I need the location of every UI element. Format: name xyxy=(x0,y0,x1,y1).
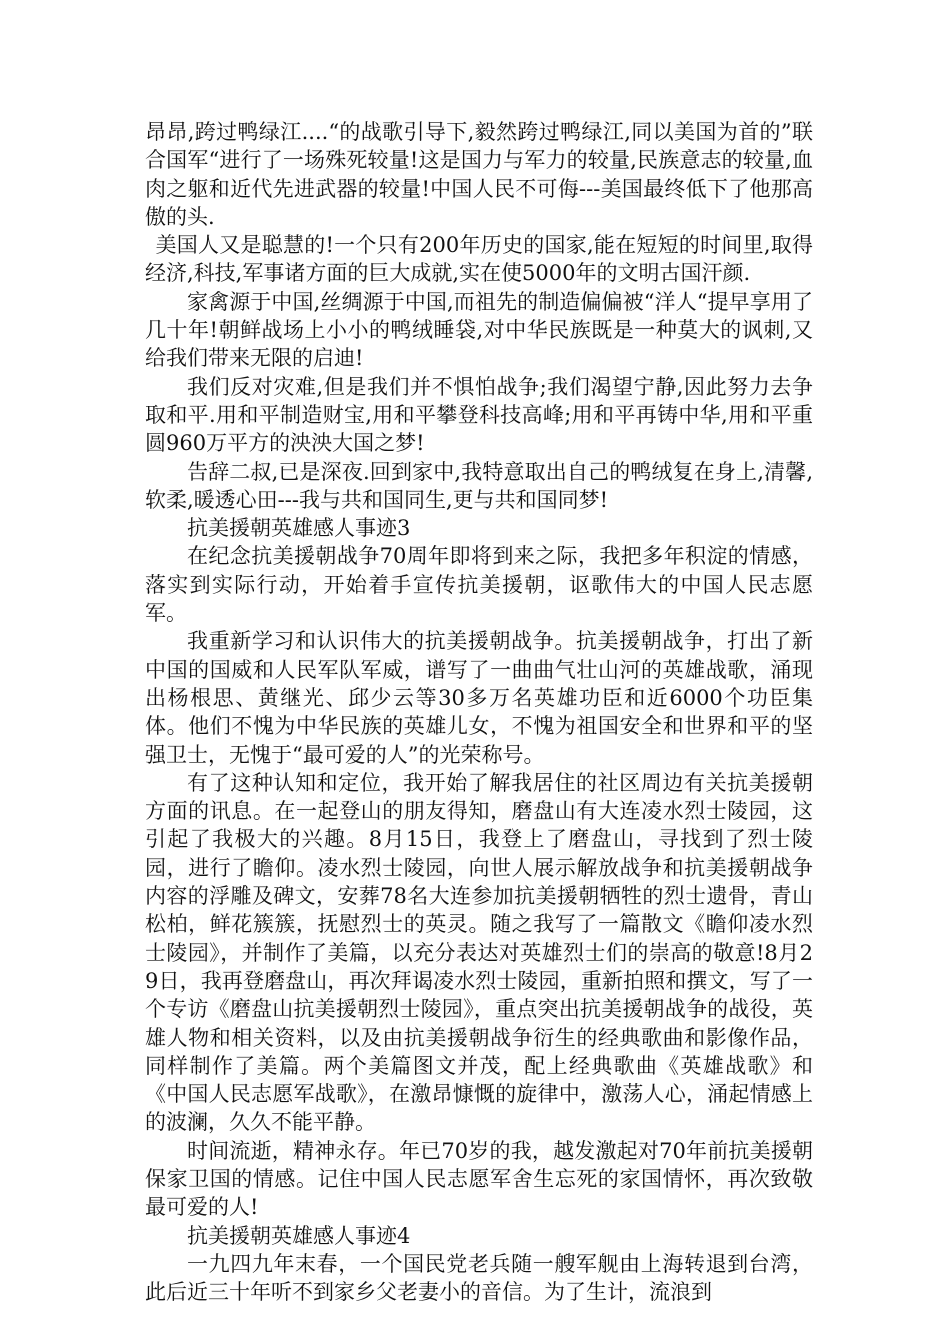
paragraph-1: 昂昂,跨过鸭绿江....“的战歌引导下,毅然跨过鸭绿江,同以美国为首的”联合国军“进行了一场殊死较量!这是国力与军力的较量,民族意志的较量,血肉之躯和近代先进武器的较量!中国人民不可侮---美国最终低下了他那高傲的头. xyxy=(145,120,813,229)
paragraph-2: 美国人又是聪慧的!一个只有200年历史的国家,能在短短的时间里,取得经济,科技,军事诸方面的巨大成就,实在使5000年的文明古国汗颜. xyxy=(145,233,813,286)
paragraph-6: 在纪念抗美援朝战争70周年即将到来之际，我把多年积淀的情感，落实到实际行动，开始着手宣传抗美援朝，讴歌伟大的中国人民志愿军。 xyxy=(145,544,813,626)
section-heading-4: 抗美援朝英雄感人事迹4 xyxy=(187,1223,411,1248)
paragraph-3: 家禽源于中国,丝绸源于中国,而祖先的制造偏偏被“洋人“提早享用了几十年!朝鲜战场上小小的鸭绒睡袋,对中华民族既是一种莫大的讽刺,又给我们带来无限的启迪! xyxy=(145,289,813,371)
paragraph-8: 有了这种认知和定位，我开始了解我居住的社区周边有关抗美援朝方面的讯息。在一起登山的朋友得知，磨盘山有大连凌水烈士陵园，这引起了我极大的兴趣。8月15日，我登上了磨盘山，寻找到了烈士陵园，进行了瞻仰。凌水烈士陵园，向世人展示解放战争和抗美援朝战争内容的浮雕及碑文，安葬78名大连参加抗美援朝牺牲的烈士遗骨，青山松柏，鲜花簇簇，抚慰烈士的英灵。随之我写了一篇散文《瞻仰凌水烈士陵园》，并制作了美篇，以充分表达对英雄烈士们的崇高的敬意!8月29日，我再登磨盘山，再次拜谒凌水烈士陵园，重新拍照和撰文，写了一个专访《磨盘山抗美援朝烈士陵园》，重点突出抗美援朝战争的战役，英雄人物和相关资料，以及由抗美援朝战争衍生的经典歌曲和影像作品，同样制作了美篇。两个美篇图文并茂，配上经典歌曲《英雄战歌》和《中国人民志愿军战歌》，在激昂慷慨的旋律中，激荡人心，涌起情感上的波澜，久久不能平静。 xyxy=(145,770,813,1135)
paragraph-5: 告辞二叔,已是深夜.回到家中,我特意取出自己的鸭绒复在身上,清馨,软柔,暖透心田---我与共和国同生,更与共和国同梦! xyxy=(145,459,813,512)
paragraph-10: 一九四九年末春，一个国民党老兵随一艘军舰由上海转退到台湾，此后近三十年听不到家乡父老妻小的音信。为了生计，流浪到 xyxy=(145,1251,813,1305)
paragraph-9: 时间流逝，精神永存。年已70岁的我，越发激起对70年前抗美援朝保家卫国的情感。记住中国人民志愿军舍生忘死的家国情怀，再次致敬最可爱的人! xyxy=(145,1138,813,1220)
paragraph-4: 我们反对灾难,但是我们并不惧怕战争;我们渴望宁静,因此努力去争取和平.用和平制造财宝,用和平攀登科技高峰;用和平再铸中华,用和平重圆960万平方的泱泱大国之梦! xyxy=(145,374,813,456)
section-heading-3: 抗美援朝英雄感人事迹3 xyxy=(187,516,411,541)
document-page xyxy=(145,118,813,1306)
paragraph-7: 我重新学习和认识伟大的抗美援朝战争。抗美援朝战争，打出了新中国的国威和人民军队军威，谱写了一曲曲气壮山河的英雄战歌，涌现出杨根思、黄继光、邱少云等30多万名英雄功臣和近6000个功臣集体。他们不愧为中华民族的英雄儿女，不愧为祖国安全和世界和平的坚强卫士，无愧于“最可爱的人”的光荣称号。 xyxy=(145,629,813,767)
